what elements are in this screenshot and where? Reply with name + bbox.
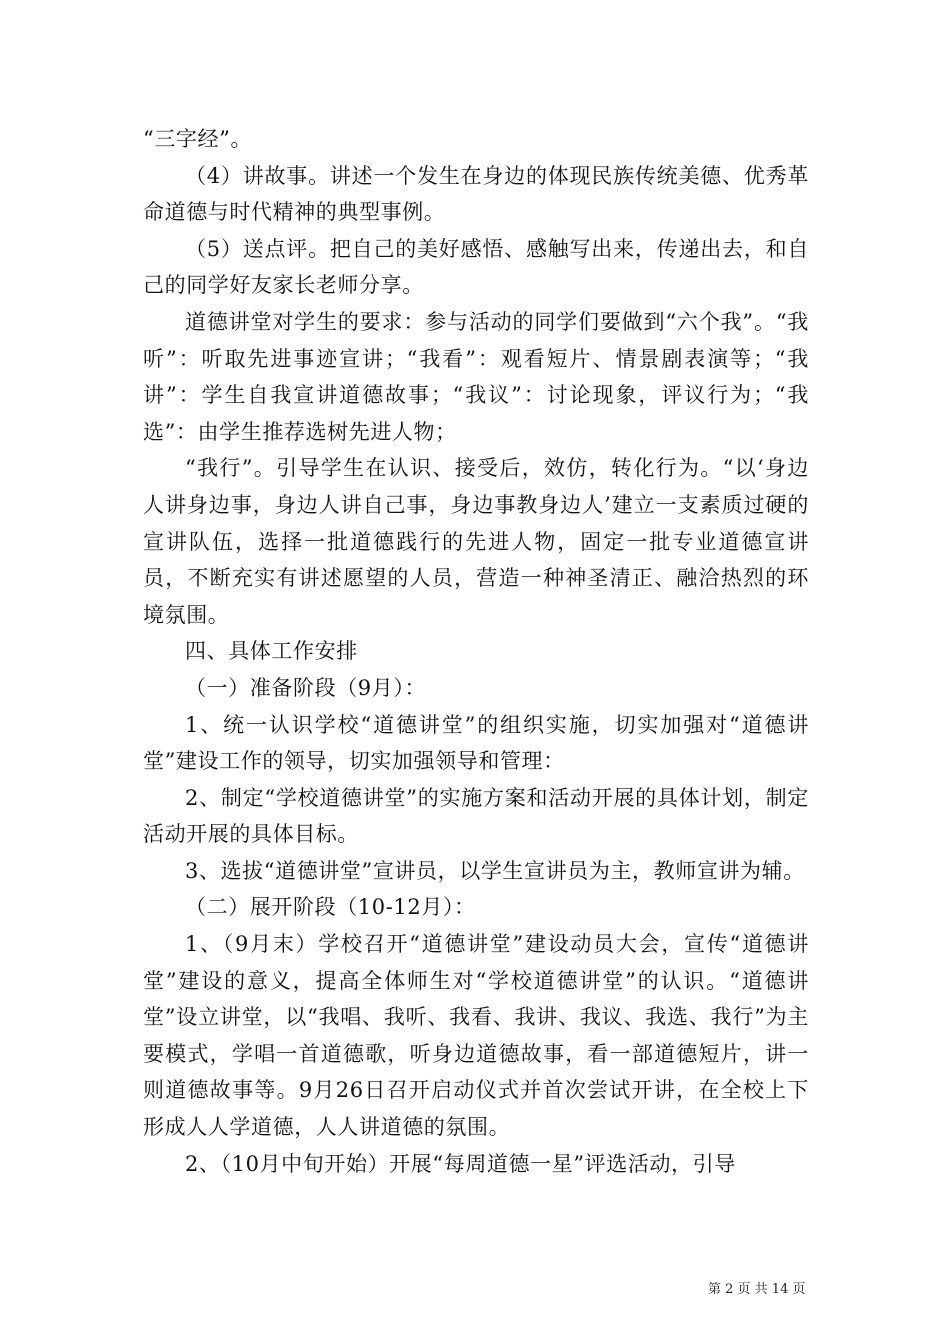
paragraph-5: “我行”。引导学生在认识、接受后，效仿，转化行为。“以‘身边人讲身边事，身边人讲自己事，身边事教身边人’建立一支素质过硬的宣讲队伍，选择一批道德践行的先进人物，固定一批专业道德宣讲员，不断充实有讲述愿望的人员，营造一种神圣清正、融洽热烈的环境氛围。 xyxy=(143,456,809,627)
paragraph-1: “三字经”。 xyxy=(143,127,253,151)
paragraph-4: 道德讲堂对学生的要求：参与活动的同学们要做到“六个我”。“我听”：听取先进事迹宣讲；“我看”：观看短片、情景剧表演等；“我讲”：学生自我宣讲道德故事；“我议”：讨论现象，评议行为；“我选”：由学生推荐选树先进人物； xyxy=(143,309,809,444)
paragraph-9: 2、制定“学校道德讲堂”的实施方案和活动开展的具体计划，制定活动开展的具体目标。 xyxy=(143,785,809,847)
subsection-heading-2: （二）展开阶段（10-12月）： xyxy=(185,895,476,920)
paragraph-13: 2、（10月中旬开始）开展“每周道德一星”评选活动，引导 xyxy=(185,1151,736,1176)
paragraph-3: （5）送点评。把自己的美好感悟、感触写出来，传递出去，和自己的同学好友家长老师分享。 xyxy=(143,236,809,298)
paragraph-2: （4）讲故事。讲述一个发生在身边的体现民族传统美德、优秀革命道德与时代精神的典型事例。 xyxy=(143,163,809,225)
document-body xyxy=(143,121,809,1182)
paragraph-10: 3、选拔“道德讲堂”宣讲员，以学生宣讲员为主，教师宣讲为辅。 xyxy=(185,858,805,883)
subsection-heading-1: （一）准备阶段（9月）： xyxy=(185,675,427,700)
page-number-footer: 第 2 页 共 14 页 xyxy=(708,1282,806,1297)
paragraph-8: 1、统一认识学校“道德讲堂”的组织实施，切实加强对“道德讲堂”建设工作的领导，切实加强领导和管理： xyxy=(143,712,809,774)
paragraph-12: 1、（9月末）学校召开“道德讲堂”建设动员大会，宣传“道德讲堂”建设的意义，提高全体师生对“学校道德讲堂”的认识。“道德讲堂”设立讲堂，以“我唱、我听、我看、我讲、我议、我选、我行”为主要模式，学唱一首道德歌，听身边道德故事，看一部道德短片，讲一则道德故事等。9月26日召开启动仪式并首次尝试开讲，在全校上下形成人人学道德，人人讲道德的氛围。 xyxy=(143,932,809,1140)
section-heading: 四、具体工作安排 xyxy=(185,639,358,664)
